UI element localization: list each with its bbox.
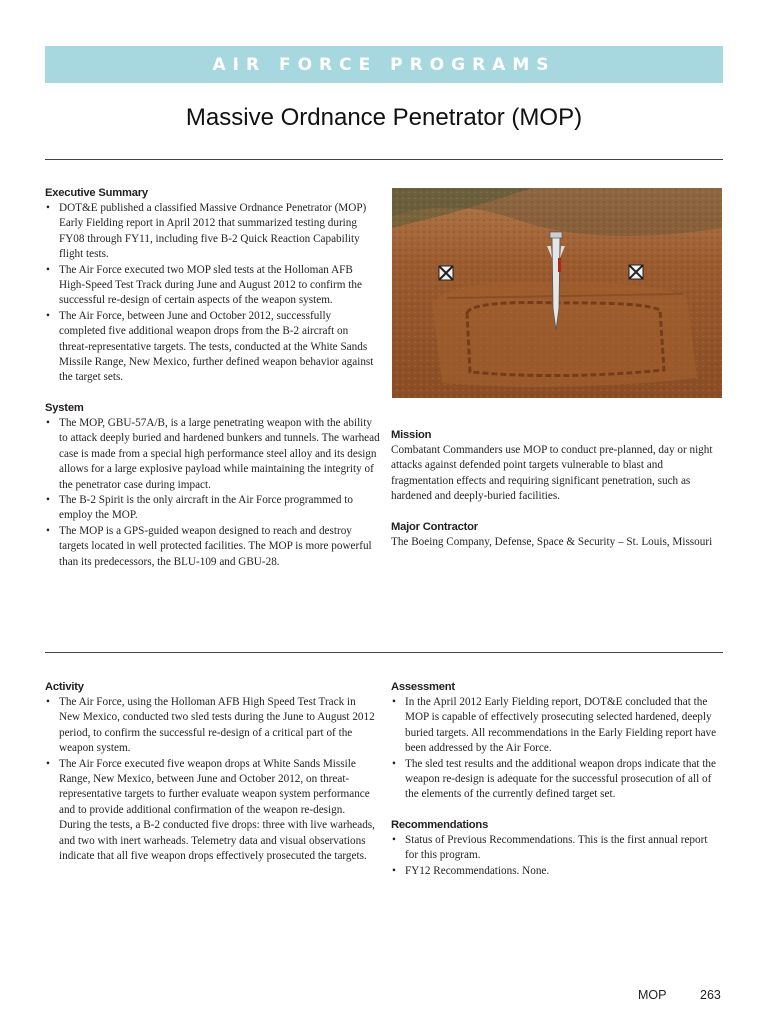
list-item: • The sled test results and the additional weapon drops indicate that the weapon re-design is adequate for the successful prosecution of all of the elements of the currently defined target set. [391, 757, 722, 803]
right-column-top [391, 428, 722, 550]
assessment-heading: Assessment [391, 681, 455, 693]
list-item: • The MOP is a GPS-guided weapon designed to reach and destroy targets located in well protected facilities. The MOP is more powerful than its predecessors, the BLU-109 and GBU-28. [45, 524, 380, 570]
list-item: • The Air Force, between June and October 2012, successfully completed five additional weapon drops from the B-2 aircraft on threat-representative targets. The tests, conducted at the White Sands Missile Range, New Mexico, further defined weapon behavior against the target sets. [45, 309, 380, 386]
recommendations-list [391, 833, 722, 879]
mission-heading: Mission [391, 429, 432, 441]
activity-heading: Activity [45, 681, 84, 693]
list-item: • The MOP, GBU-57A/B, is a large penetrating weapon with the ability to attack deeply buried and hardened bunkers and tunnels. The warhead case is made from a special high performance steel alloy and its design allows for a large explosive payload while maintaining the integrity of the penetrator case during impact. [45, 416, 380, 493]
list-item: • The Air Force executed five weapon drops at White Sands Missile Range, New Mexico, between June and October 2012, on threat-representative targets to further evaluate weapon system performance and to provide additional confirmation of the weapon re-design. During the tests, a B-2 conducted five drops: three with live warheads, and two with inert warheads. Telemetry data and visual observations indicate that all five weapon drops effectively prosecuted the targets. [45, 757, 375, 865]
section-banner [45, 46, 723, 83]
executive-summary-list [45, 201, 380, 386]
divider [45, 159, 723, 160]
target-marker-right [629, 265, 643, 279]
recommendations-heading: Recommendations [391, 818, 489, 831]
banner-text: AIR FORCE PROGRAMS [212, 54, 556, 75]
target-marker-left [439, 266, 453, 280]
list-item: • FY12 Recommendations. None. [391, 864, 722, 879]
list-item: • In the April 2012 Early Fielding report, DOT&E concluded that the MOP is capable of effectively prosecuting selected hardened, deeply buried targets. All recommendations in the Early Fielding report have been addressed by the Air Force. [391, 695, 722, 757]
activity-list [45, 695, 375, 864]
page-number: 263 [700, 988, 721, 1002]
list-item: • The Air Force, using the Holloman AFB High Speed Test Track in New Mexico, conducted two sled tests during the June to August 2012 period, to confirm the successful re-design of a critical part of the weapon system. [45, 695, 375, 757]
mission-text: Combatant Commanders use MOP to conduct pre-planned, day or night attacks against defended point targets vulnerable to blast and fragmentation effects and requiring significant penetration, such as hardened and deeply-buried facilities. [391, 444, 713, 503]
contractor-heading: Major Contractor [391, 520, 478, 533]
system-heading: System [45, 401, 84, 414]
system-list [45, 416, 380, 570]
left-column-bottom [45, 680, 375, 864]
executive-summary-heading: Executive Summary [45, 187, 148, 199]
divider [45, 652, 723, 653]
assessment-list [391, 695, 722, 803]
list-item: • DOT&E published a classified Massive Ordnance Penetrator (MOP) Early Fielding report in April 2012 that summarized testing during FY08 through FY11, including five B-2 Quick Reaction Capability flight tests. [45, 201, 380, 263]
page-title: Massive Ordnance Penetrator (MOP) [185, 104, 583, 131]
left-column-top [45, 186, 380, 570]
sled-test-photo [392, 188, 722, 398]
footer-section: MOP [638, 988, 667, 1002]
list-item: • The Air Force executed two MOP sled tests at the Holloman AFB High-Speed Test Track during June and August 2012 to confirm the successful re-design of certain aspects of the weapon system. [45, 263, 380, 309]
list-item: • The B-2 Spirit is the only aircraft in the Air Force programmed to employ the MOP. [45, 493, 380, 524]
contractor-text: The Boeing Company, Defense, Space & Security – St. Louis, Missouri [391, 535, 713, 548]
right-column-bottom [391, 680, 722, 879]
list-item: • Status of Previous Recommendations. This is the first annual report for this program. [391, 833, 722, 864]
